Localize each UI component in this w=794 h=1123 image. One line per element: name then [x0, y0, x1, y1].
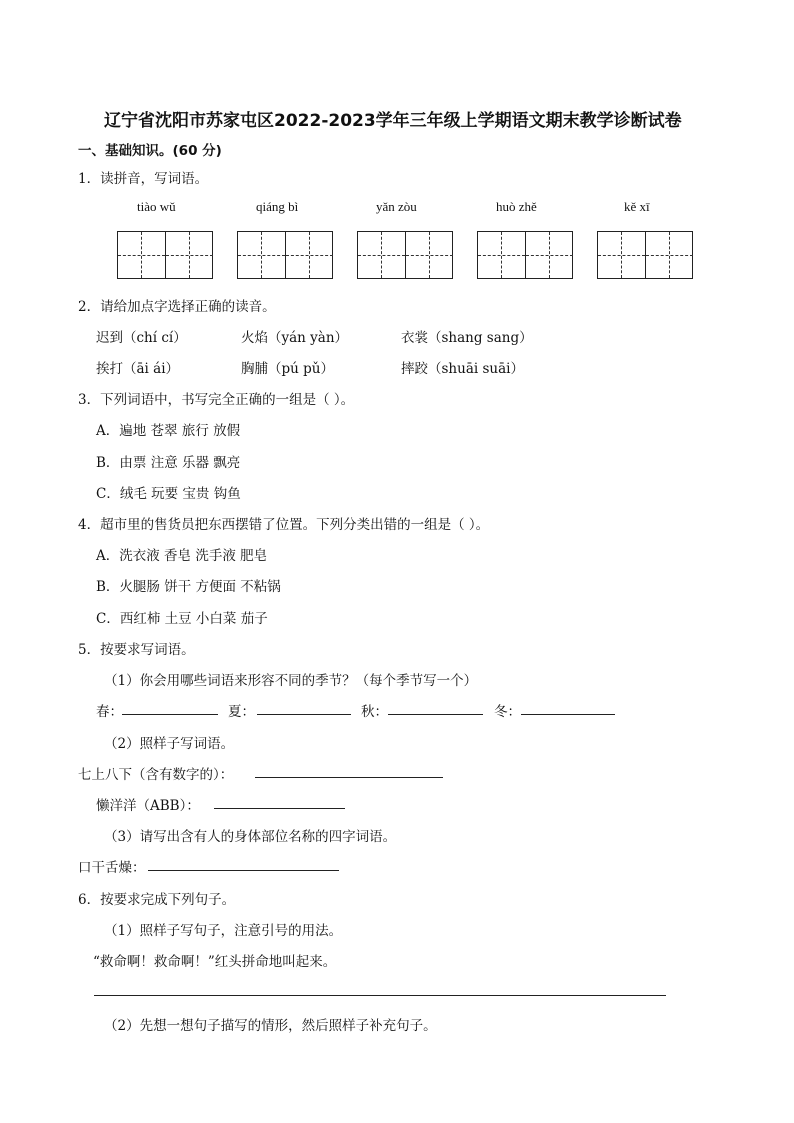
option-a[interactable]: A．遍地 苍翠 旅行 放假 [96, 423, 241, 439]
example-label: 口干舌燥： [78, 860, 146, 876]
season-autumn-blank[interactable] [388, 700, 483, 715]
season-winter-label: 冬： [494, 704, 521, 720]
answer-line[interactable] [94, 995, 666, 996]
option-c[interactable]: C．西红柿 土豆 小白菜 茄子 [96, 611, 268, 627]
subquestion-1: （1）你会用哪些词语来形容不同的季节？（每个季节写一个） [104, 673, 478, 689]
question-6-label: 6．按要求完成下列句子。 [78, 892, 236, 908]
option-b[interactable]: B．火腿肠 饼干 方便面 不粘锅 [96, 579, 281, 595]
reading-choice[interactable]: 迟到（chí cí） [96, 330, 187, 346]
question-3-label: 3．下列词语中，书写完全正确的一组是（ ）。 [78, 392, 355, 408]
example-label: 懒洋洋（ABB）： [96, 798, 200, 814]
season-winter-blank[interactable] [521, 700, 615, 715]
pinyin-4: huò zhě [496, 199, 537, 214]
option-b[interactable]: B．由票 注意 乐器 飘亮 [96, 455, 241, 471]
answer-blank[interactable] [214, 794, 345, 809]
subquestion-1: （1）照样子写句子，注意引号的用法。 [104, 923, 343, 939]
subquestion-2: （2）照样子写词语。 [104, 736, 235, 752]
reading-choice[interactable]: 火焰（yán yàn） [241, 330, 349, 346]
writing-grid[interactable] [477, 231, 573, 279]
season-summer-label: 夏： [228, 704, 255, 720]
answer-blank[interactable] [148, 856, 339, 871]
writing-grid[interactable] [117, 231, 213, 279]
page-title: 辽宁省沈阳市苏家屯区2022-2023学年三年级上学期语文期末教学诊断试卷 [104, 111, 682, 131]
subquestion-3: （3）请写出含有人的身体部位名称的四字词语。 [104, 829, 397, 845]
reading-choice[interactable]: 挨打（āi ái） [96, 361, 180, 377]
option-a[interactable]: A．洗衣液 香皂 洗手液 肥皂 [96, 548, 268, 564]
example-sentence: “救命啊！救命啊！”红头拼命地叫起来。 [93, 954, 337, 970]
season-spring-label: 春： [96, 704, 123, 720]
question-2-label: 2．请给加点字选择正确的读音。 [78, 299, 276, 315]
writing-grid[interactable] [597, 231, 693, 279]
pinyin-3: yǎn zòu [376, 199, 417, 214]
pinyin-5: kě xī [624, 199, 650, 214]
section-heading: 一、基础知识。(60 分) [78, 143, 222, 159]
question-4-label: 4．超市里的售货员把东西摆错了位置。下列分类出错的一组是（ ）。 [78, 517, 490, 533]
season-summer-blank[interactable] [257, 700, 351, 715]
writing-grid[interactable] [357, 231, 453, 279]
subquestion-2: （2）先想一想句子描写的情形，然后照样子补充句子。 [104, 1018, 437, 1034]
answer-blank[interactable] [255, 763, 443, 778]
season-autumn-label: 秋： [361, 704, 388, 720]
reading-choice[interactable]: 摔跤（shuāi suāi） [401, 361, 524, 377]
pinyin-1: tiào wǔ [137, 199, 176, 214]
option-c[interactable]: C．绒毛 玩要 宝贵 钩鱼 [96, 486, 241, 502]
pinyin-2: qiáng bì [256, 199, 299, 214]
season-spring-blank[interactable] [122, 700, 218, 715]
question-1-label: 1．读拼音，写词语。 [78, 171, 209, 187]
question-5-label: 5．按要求写词语。 [78, 642, 195, 658]
writing-grid[interactable] [237, 231, 333, 279]
reading-choice[interactable]: 衣裳（shang sang） [401, 330, 533, 346]
reading-choice[interactable]: 胸脯（pú pǔ） [241, 361, 334, 377]
example-label: 七上八下（含有数字的）： [78, 767, 234, 783]
